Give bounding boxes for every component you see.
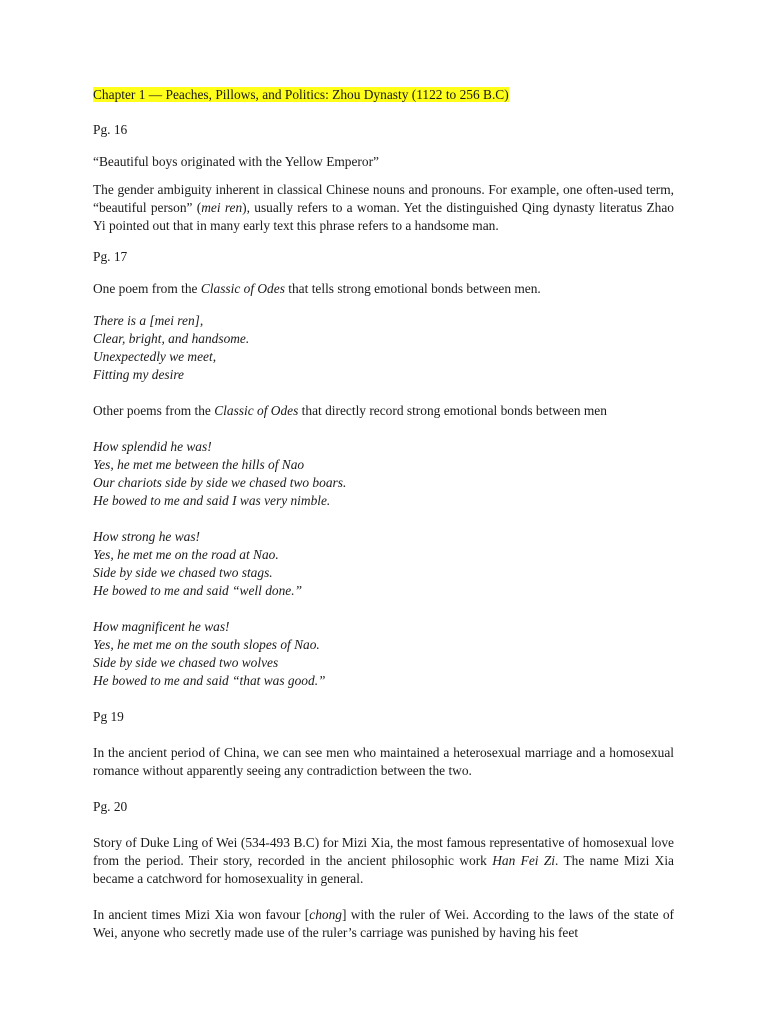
page-label-17: Pg. 17	[93, 249, 128, 264]
page-label-20: Pg. 20	[93, 799, 128, 814]
poem-intro-1-b: that tells strong emotional bonds between men.	[284, 281, 541, 296]
ancient-period-paragraph: In the ancient period of China, we can see men who maintained a heterosexual marriage and a homosexual romance without apparently seeing any contradiction between the two.	[93, 745, 674, 778]
poem-line: Yes, he met me on the road at Nao.	[93, 547, 279, 562]
gender-ambiguity-text-b: ), usually refers to a woman. Yet the distinguished Qing dynasty literatus Zhao Yi pointed out that in many early text this phrase refers to a handsome man.	[93, 200, 674, 233]
page-label-16: Pg. 16	[93, 122, 128, 137]
poem-line: He bowed to me and said “that was good.”	[93, 673, 326, 688]
poem-4	[93, 618, 674, 690]
poem-line: Fitting my desire	[93, 367, 184, 382]
poem-line: How strong he was!	[93, 529, 201, 544]
gender-ambiguity-paragraph	[93, 181, 674, 235]
poem-line: How magnificent he was!	[93, 619, 230, 634]
han-fei-zi-title: Han Fei Zi	[492, 853, 556, 868]
gender-ambiguity-text-a: The gender ambiguity inherent in classical Chinese nouns and pronouns. For example, one often-used term, “beautiful person” (	[93, 182, 674, 215]
poem-intro-2-b: that directly record strong emotional bonds between men	[298, 403, 607, 418]
poem-intro-2-a: Other poems from the	[93, 403, 215, 418]
chapter-heading-row	[93, 86, 674, 104]
poem-line: Unexpectedly we meet,	[93, 349, 217, 364]
poem-line: Clear, bright, and handsome.	[93, 331, 250, 346]
page-label-19: Pg 19	[93, 709, 124, 724]
poem-line: He bowed to me and said “well done.”	[93, 583, 303, 598]
poem-line: Yes, he met me between the hills of Nao	[93, 457, 305, 472]
document-page	[93, 86, 674, 942]
poem-intro-1-a: One poem from the	[93, 281, 201, 296]
classic-of-odes-title-2: Classic of Odes	[214, 403, 299, 418]
poem-2	[93, 438, 674, 510]
duke-ling-paragraph	[93, 834, 674, 888]
poem-intro-1	[93, 280, 674, 298]
chapter-heading: Chapter 1 — Peaches, Pillows, and Politics: Zhou Dynasty (1122 to 256 B.C)	[93, 87, 509, 102]
classic-of-odes-title: Classic of Odes	[200, 281, 285, 296]
poem-3	[93, 528, 674, 600]
poem-line: How splendid he was!	[93, 439, 212, 454]
poem-1	[93, 312, 674, 384]
poem-line: There is a [mei ren],	[93, 313, 204, 328]
mizi-xia-text-a: In ancient times Mizi Xia won favour [	[93, 907, 310, 922]
poem-intro-2	[93, 402, 674, 420]
mei-ren-term: mei ren	[201, 200, 243, 215]
poem-line: Yes, he met me on the south slopes of Nao.	[93, 637, 320, 652]
duke-ling-text-a: Story of Duke Ling of Wei (534-493 B.C) for Mizi Xia, the most famous representative of homosexual love from the period. Their story, recorded in the ancient philosophic work	[93, 835, 674, 868]
poem-line: Our chariots side by side we chased two boars.	[93, 475, 347, 490]
mizi-xia-paragraph	[93, 906, 674, 942]
poem-line: Side by side we chased two wolves	[93, 655, 279, 670]
poem-line: Side by side we chased two stags.	[93, 565, 273, 580]
chong-term: chong	[309, 907, 342, 922]
poem-line: He bowed to me and said I was very nimble.	[93, 493, 331, 508]
duke-ling-text-b: . The name Mizi Xia became a catchword for homosexuality in general.	[93, 853, 675, 886]
yellow-emperor-quote: “Beautiful boys originated with the Yellow Emperor”	[93, 154, 379, 169]
mizi-xia-text-b: ] with the ruler of Wei. According to the laws of the state of Wei, anyone who secretly made use of the ruler’s carriage was punished by having his feet	[93, 907, 674, 940]
